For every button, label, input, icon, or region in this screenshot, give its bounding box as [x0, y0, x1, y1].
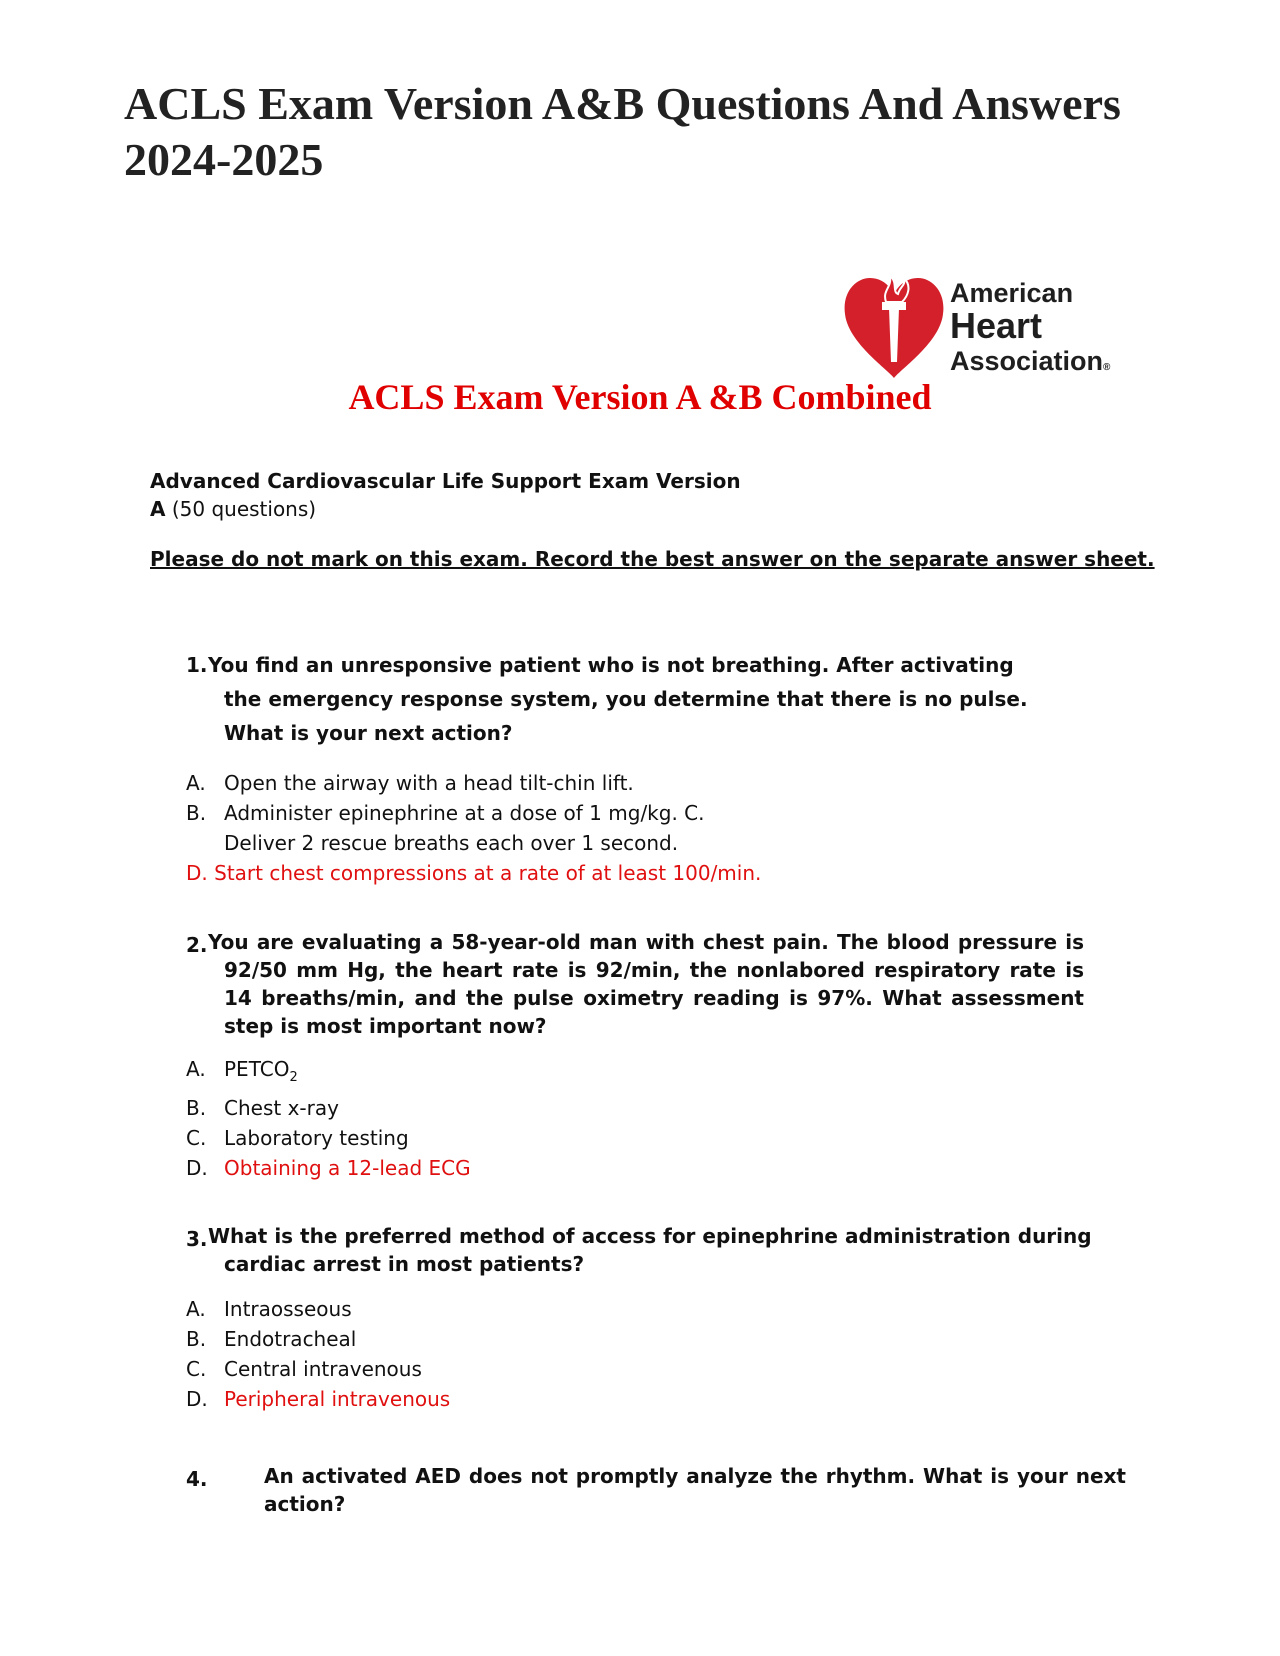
option-b: B. Chest x-ray — [186, 1096, 339, 1120]
question-text: An activated AED does not promptly analyze the rhythm. What is your next action? — [264, 1464, 1126, 1516]
question-4 — [186, 1462, 1126, 1518]
heart-torch-icon — [842, 264, 946, 382]
question-3 — [186, 1222, 1126, 1278]
aha-logo — [842, 264, 1132, 382]
option-c: C. Laboratory testing — [186, 1126, 409, 1150]
question-1-options — [186, 768, 761, 888]
question-count: (50 questions) — [171, 497, 317, 521]
question-number: 4. — [186, 1467, 208, 1491]
logo-text-american: American — [950, 278, 1074, 308]
option-d-correct: D. Start chest compressions at a rate of at least 100/min. — [186, 861, 762, 885]
exam-subtitle — [150, 467, 741, 523]
option-a: A. Open the airway with a head tilt-chin lift. — [186, 771, 634, 795]
question-text: You find an unresponsive patient who is not breathing. After activating the emergency response system, you determine that there is no pulse. What is your next action? — [208, 653, 1028, 745]
question-number: 2. — [186, 933, 208, 957]
option-a: A. $PETCO_2$ — [186, 1057, 298, 1085]
document-title: ACLS Exam Version A&B Questions And Answers 2024-2025 — [124, 78, 1121, 185]
question-3-options — [186, 1294, 450, 1414]
version-letter: A — [150, 497, 166, 521]
subtitle-line: Advanced Cardiovascular Life Support Exam Version — [150, 469, 741, 493]
logo-text-association: Association® — [950, 346, 1111, 376]
option-a: A. Intraosseous — [186, 1297, 352, 1321]
registered-mark: ® — [1103, 362, 1111, 373]
option-c: Deliver 2 rescue breaths each over 1 second. — [224, 831, 679, 855]
combined-title: ACLS Exam Version A &B Combined — [348, 377, 932, 417]
option-b: B. Administer epinephrine at a dose of 1 mg/kg. C. — [186, 801, 705, 825]
logo-text-heart: Heart — [950, 305, 1043, 346]
option-d-correct: D. Peripheral intravenous — [186, 1387, 451, 1411]
question-2-options — [186, 1054, 471, 1183]
option-d-correct: D. Obtaining a 12-lead ECG — [186, 1156, 471, 1180]
exam-instruction: Please do not mark on this exam. Record the best answer on the separate answer sheet. — [150, 547, 1155, 571]
question-number: 3. — [186, 1227, 208, 1251]
question-2 — [186, 928, 1084, 1040]
option-c: C. Central intravenous — [186, 1357, 422, 1381]
question-text: You are evaluating a 58-year-old man with chest pain. The blood pressure is 92/50 mm Hg, the heart rate is 92/min, the nonlabored respiratory rate is 14 breaths/min, and the pulse oximetry reading is 97%. What assessment step is most important now? — [208, 930, 1084, 1038]
question-number: 1. — [186, 653, 208, 677]
question-1 — [186, 648, 1046, 750]
question-text: What is the preferred method of access for epinephrine administration during cardiac arrest in most patients? — [208, 1224, 1092, 1276]
option-b: B. Endotracheal — [186, 1327, 357, 1351]
